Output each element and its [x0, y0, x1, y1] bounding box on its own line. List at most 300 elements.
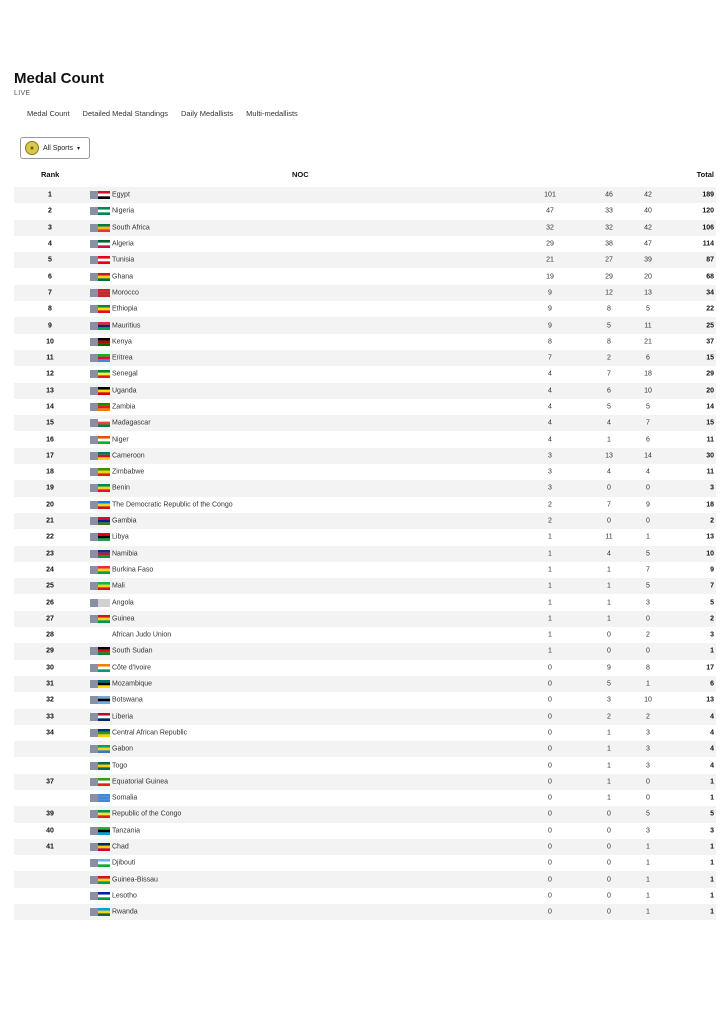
bronze-count: 0: [646, 778, 650, 786]
flag-icon: [90, 289, 110, 297]
flag-icon: [90, 908, 110, 916]
flag-icon: [90, 452, 110, 460]
table-row: [14, 725, 716, 741]
tab-multi-medallists[interactable]: Multi-medallists: [246, 109, 298, 118]
flag-icon: [90, 533, 110, 541]
noc-name[interactable]: Mozambique: [112, 680, 153, 688]
total-count: 5: [710, 810, 714, 818]
rank-cell: 29: [46, 647, 54, 655]
rank-cell: 27: [46, 615, 54, 623]
total-count: 25: [706, 322, 714, 330]
bronze-count: 1: [646, 843, 650, 851]
gold-count: 0: [548, 713, 552, 721]
table-header: [14, 170, 716, 182]
total-count: 30: [706, 452, 714, 460]
noc-name[interactable]: Djibouti: [112, 859, 136, 867]
noc-name[interactable]: Mauritius: [112, 322, 141, 330]
table-row: [14, 399, 716, 415]
silver-count: 6: [607, 387, 611, 395]
gold-count: 29: [546, 240, 554, 248]
noc-name[interactable]: Algeria: [112, 240, 134, 248]
gold-count: 0: [548, 778, 552, 786]
table-row: [14, 252, 716, 268]
flag-icon: [90, 827, 110, 835]
silver-count: 2: [607, 713, 611, 721]
flag-icon: [90, 680, 110, 688]
table-row: [14, 480, 716, 496]
flag-icon: [90, 240, 110, 248]
noc-name[interactable]: Egypt: [112, 191, 130, 199]
gold-count: 0: [548, 859, 552, 867]
total-count: 1: [710, 859, 714, 867]
rank-cell: 34: [46, 729, 54, 737]
table-row: [14, 383, 716, 399]
silver-count: 1: [607, 615, 611, 623]
flag-icon: [90, 191, 110, 199]
gold-count: 1: [548, 599, 552, 607]
silver-count: 1: [607, 762, 611, 770]
flag-icon: [90, 810, 110, 818]
noc-name[interactable]: Guinea: [112, 615, 135, 623]
bronze-count: 5: [646, 305, 650, 313]
gold-count: 101: [544, 191, 556, 199]
table-row: [14, 594, 716, 610]
noc-name[interactable]: Central African Republic: [112, 729, 188, 737]
bronze-count: 39: [644, 256, 652, 264]
silver-count: 0: [607, 908, 611, 916]
flag-icon: [90, 664, 110, 672]
noc-name[interactable]: Ethiopia: [112, 305, 138, 313]
bronze-count: 3: [646, 729, 650, 737]
flag-icon: [90, 403, 110, 411]
gold-count: 3: [548, 468, 552, 476]
table-row: [14, 839, 716, 855]
header-noc[interactable]: NOC: [292, 170, 309, 179]
table-row: [14, 187, 716, 203]
all-sports-dropdown[interactable]: [20, 137, 90, 159]
silver-count: 1: [607, 729, 611, 737]
silver-count: 4: [607, 468, 611, 476]
total-count: 17: [706, 664, 714, 672]
silver-count: 11: [605, 533, 613, 541]
gold-count: 4: [548, 436, 552, 444]
table-row: [14, 464, 716, 480]
gold-count: 3: [548, 484, 552, 492]
total-count: 1: [710, 647, 714, 655]
flag-icon: [90, 762, 110, 770]
noc-name[interactable]: South Africa: [112, 224, 150, 232]
table-row: [14, 350, 716, 366]
bronze-count: 5: [646, 582, 650, 590]
noc-name[interactable]: Kenya: [112, 338, 132, 346]
bronze-count: 42: [644, 224, 652, 232]
silver-count: 1: [607, 436, 611, 444]
flag-icon: [90, 468, 110, 476]
rank-cell: 28: [46, 631, 54, 639]
noc-name[interactable]: Benin: [112, 484, 130, 492]
flag-icon: [90, 778, 110, 786]
noc-name[interactable]: Botswana: [112, 696, 143, 704]
gold-count: 9: [548, 305, 552, 313]
rank-cell: 6: [48, 273, 52, 281]
flag-icon: [90, 566, 110, 574]
noc-name[interactable]: Gambia: [112, 517, 137, 525]
total-count: 15: [706, 419, 714, 427]
table-row: [14, 806, 716, 822]
flag-icon: [90, 517, 110, 525]
bronze-count: 13: [644, 289, 652, 297]
gold-count: 4: [548, 403, 552, 411]
bronze-count: 40: [644, 207, 652, 215]
total-count: 11: [706, 468, 714, 476]
gold-count: 0: [548, 745, 552, 753]
silver-count: 9: [607, 664, 611, 672]
gold-count: 4: [548, 370, 552, 378]
total-count: 1: [710, 778, 714, 786]
noc-name[interactable]: Guinea-Bissau: [112, 876, 158, 884]
flag-icon: [90, 305, 110, 313]
flag-icon: [90, 615, 110, 623]
table-row: [14, 660, 716, 676]
bronze-count: 1: [646, 892, 650, 900]
tab-medal-count[interactable]: Medal Count: [27, 109, 70, 118]
silver-count: 7: [607, 370, 611, 378]
gold-count: 9: [548, 289, 552, 297]
gold-count: 0: [548, 892, 552, 900]
bronze-count: 4: [646, 468, 650, 476]
silver-count: 0: [607, 876, 611, 884]
rank-cell: 11: [46, 354, 54, 362]
rank-cell: 22: [46, 533, 54, 541]
total-count: 114: [702, 240, 714, 248]
table-row: [14, 888, 716, 904]
table-row: [14, 529, 716, 545]
table-row: [14, 448, 716, 464]
gold-count: 1: [548, 582, 552, 590]
flag-icon: [90, 729, 110, 737]
gold-count: 7: [548, 354, 552, 362]
all-sports-label: All Sports: [43, 144, 73, 152]
bronze-count: 5: [646, 810, 650, 818]
noc-name[interactable]: Morocco: [112, 289, 139, 297]
table-row: [14, 823, 716, 839]
noc-name[interactable]: Equatorial Guinea: [112, 778, 169, 786]
flag-icon: [90, 338, 110, 346]
flag-icon: [90, 322, 110, 330]
bronze-count: 10: [644, 387, 652, 395]
bronze-count: 7: [646, 566, 650, 574]
noc-name[interactable]: The Democratic Republic of the Congo: [112, 501, 233, 509]
table-row: [14, 904, 716, 920]
table-row: [14, 334, 716, 350]
page-title: Medal Count: [14, 70, 104, 87]
flag-icon: [90, 859, 110, 867]
silver-count: 38: [605, 240, 613, 248]
bronze-count: 10: [644, 696, 652, 704]
gold-count: 0: [548, 680, 552, 688]
total-count: 20: [706, 387, 714, 395]
gold-count: 1: [548, 631, 552, 639]
table-row: [14, 871, 716, 887]
noc-name[interactable]: Somalia: [112, 794, 138, 802]
bronze-count: 1: [646, 876, 650, 884]
table-row: [14, 692, 716, 708]
rank-cell: 40: [46, 827, 54, 835]
gold-count: 19: [546, 273, 554, 281]
total-count: 6: [710, 680, 714, 688]
rank-cell: 25: [46, 582, 54, 590]
header-rank[interactable]: Rank: [41, 170, 60, 179]
silver-count: 0: [607, 843, 611, 851]
silver-count: 0: [607, 647, 611, 655]
flag-icon: [90, 354, 110, 362]
table-row: [14, 611, 716, 627]
bronze-count: 9: [646, 501, 650, 509]
total-count: 1: [710, 794, 714, 802]
silver-count: 7: [607, 501, 611, 509]
silver-count: 33: [605, 207, 613, 215]
gold-count: 1: [548, 615, 552, 623]
total-count: 29: [706, 370, 714, 378]
bronze-count: 47: [644, 240, 652, 248]
silver-count: 1: [607, 794, 611, 802]
noc-name[interactable]: Togo: [112, 762, 128, 770]
noc-name[interactable]: Namibia: [112, 550, 138, 558]
table-row: [14, 757, 716, 773]
flag-icon: [90, 256, 110, 264]
noc-name[interactable]: Gabon: [112, 745, 134, 753]
rank-cell: 12: [46, 370, 54, 378]
table-row: [14, 790, 716, 806]
silver-count: 1: [607, 778, 611, 786]
noc-name[interactable]: Madagascar: [112, 419, 151, 427]
rank-cell: 37: [46, 778, 54, 786]
total-count: 22: [706, 305, 714, 313]
silver-count: 3: [607, 696, 611, 704]
table-row: [14, 513, 716, 529]
noc-name[interactable]: Tunisia: [112, 256, 135, 264]
noc-name[interactable]: Chad: [112, 843, 129, 851]
flag-icon: [90, 370, 110, 378]
noc-name[interactable]: Tanzania: [112, 827, 141, 835]
bronze-count: 18: [644, 370, 652, 378]
header-total[interactable]: Total: [696, 170, 714, 179]
total-count: 9: [710, 566, 714, 574]
bronze-count: 1: [646, 533, 650, 541]
rank-cell: 7: [48, 289, 52, 297]
gold-count: 47: [546, 207, 554, 215]
bronze-count: 0: [646, 647, 650, 655]
flag-icon: [90, 224, 110, 232]
rank-cell: 18: [46, 468, 54, 476]
table-row: [14, 366, 716, 382]
rank-cell: 8: [48, 305, 52, 313]
table-row: [14, 431, 716, 447]
gold-count: 1: [548, 533, 552, 541]
gold-count: 4: [548, 387, 552, 395]
noc-name[interactable]: Côte d'Ivoire: [112, 664, 152, 672]
total-count: 4: [710, 713, 714, 721]
noc-name[interactable]: Ghana: [112, 273, 134, 281]
gold-count: 0: [548, 762, 552, 770]
total-count: 3: [710, 631, 714, 639]
rank-cell: 20: [46, 501, 54, 509]
rank-cell: 14: [46, 403, 54, 411]
noc-name[interactable]: Eritrea: [112, 354, 133, 362]
gold-count: 1: [548, 566, 552, 574]
silver-count: 5: [607, 680, 611, 688]
games-logo-icon: ●: [25, 141, 39, 155]
gold-count: 0: [548, 729, 552, 737]
flag-icon: [90, 273, 110, 281]
bronze-count: 0: [646, 794, 650, 802]
rank-cell: 10: [46, 338, 54, 346]
silver-count: 0: [607, 892, 611, 900]
silver-count: 5: [607, 403, 611, 411]
rank-cell: 9: [48, 322, 52, 330]
live-label: LIVE: [14, 90, 31, 97]
rank-cell: 16: [46, 436, 54, 444]
bronze-count: 20: [644, 273, 652, 281]
rank-cell: 2: [48, 207, 52, 215]
chevron-down-icon: ▾: [76, 145, 80, 152]
silver-count: 0: [607, 827, 611, 835]
silver-count: 46: [605, 191, 613, 199]
gold-count: 32: [546, 224, 554, 232]
noc-name[interactable]: Lesotho: [112, 892, 137, 900]
bronze-count: 8: [646, 664, 650, 672]
noc-name[interactable]: Angola: [112, 599, 134, 607]
tab-bar: [27, 109, 298, 118]
silver-count: 8: [607, 338, 611, 346]
silver-count: 0: [607, 484, 611, 492]
rank-cell: 24: [46, 566, 54, 574]
total-count: 14: [706, 403, 714, 411]
bronze-count: 0: [646, 517, 650, 525]
bronze-count: 7: [646, 419, 650, 427]
table-row: [14, 546, 716, 562]
noc-name[interactable]: Liberia: [112, 713, 134, 721]
bronze-count: 42: [644, 191, 652, 199]
flag-icon: [90, 843, 110, 851]
noc-name[interactable]: Zimbabwe: [112, 468, 145, 476]
flag-icon: [90, 436, 110, 444]
total-count: 18: [706, 501, 714, 509]
rank-cell: 31: [46, 680, 54, 688]
flag-icon: [90, 745, 110, 753]
silver-count: 4: [607, 419, 611, 427]
bronze-count: 6: [646, 354, 650, 362]
noc-name[interactable]: African Judo Union: [112, 631, 172, 639]
rank-cell: 17: [46, 452, 54, 460]
bronze-count: 5: [646, 550, 650, 558]
flag-icon: [90, 550, 110, 558]
gold-count: 0: [548, 794, 552, 802]
noc-name[interactable]: Libya: [112, 533, 129, 541]
tab-daily-medallists[interactable]: Daily Medallists: [181, 109, 234, 118]
table-row: [14, 627, 716, 643]
gold-count: 9: [548, 322, 552, 330]
noc-name[interactable]: Republic of the Congo: [112, 810, 182, 818]
rank-cell: 3: [48, 224, 52, 232]
rank-cell: 41: [46, 843, 54, 851]
flag-icon: [90, 696, 110, 704]
noc-name[interactable]: Uganda: [112, 387, 137, 395]
silver-count: 32: [605, 224, 613, 232]
rank-cell: 23: [46, 550, 54, 558]
flag-icon: [90, 876, 110, 884]
total-count: 106: [702, 224, 714, 232]
silver-count: 12: [605, 289, 613, 297]
total-count: 1: [710, 843, 714, 851]
table-row: [14, 301, 716, 317]
table-row: [14, 415, 716, 431]
flag-icon: [90, 501, 110, 509]
total-count: 4: [710, 729, 714, 737]
bronze-count: 3: [646, 745, 650, 753]
flag-icon: [90, 599, 110, 607]
bronze-count: 6: [646, 436, 650, 444]
noc-name[interactable]: Senegal: [112, 370, 138, 378]
bronze-count: 1: [646, 908, 650, 916]
total-count: 2: [710, 615, 714, 623]
silver-count: 0: [607, 810, 611, 818]
table-row: [14, 578, 716, 594]
rank-cell: 15: [46, 419, 54, 427]
noc-name[interactable]: Zambia: [112, 403, 136, 411]
total-count: 10: [706, 550, 714, 558]
noc-name[interactable]: Burkina Faso: [112, 566, 154, 574]
silver-count: 1: [607, 599, 611, 607]
table-row: [14, 285, 716, 301]
bronze-count: 21: [644, 338, 652, 346]
rank-cell: 13: [46, 387, 54, 395]
table-row: [14, 741, 716, 757]
total-count: 13: [706, 696, 714, 704]
gold-count: 2: [548, 501, 552, 509]
total-count: 5: [710, 599, 714, 607]
total-count: 68: [706, 273, 714, 281]
total-count: 13: [706, 533, 714, 541]
noc-name[interactable]: South Sudan: [112, 647, 153, 655]
noc-name[interactable]: Mali: [112, 582, 125, 590]
flag-icon: [90, 713, 110, 721]
rank-cell: 32: [46, 696, 54, 704]
total-count: 3: [710, 827, 714, 835]
noc-name[interactable]: Rwanda: [112, 908, 138, 916]
table-row: [14, 268, 716, 284]
table-row: [14, 774, 716, 790]
rank-cell: 19: [46, 484, 54, 492]
rank-cell: 26: [46, 599, 54, 607]
noc-name[interactable]: Niger: [112, 436, 129, 444]
silver-count: 29: [605, 273, 613, 281]
flag-icon: [90, 484, 110, 492]
bronze-count: 1: [646, 680, 650, 688]
tab-detailed-medal-standings[interactable]: Detailed Medal Standings: [82, 109, 169, 118]
total-count: 37: [706, 338, 714, 346]
bronze-count: 11: [644, 322, 652, 330]
noc-name[interactable]: Cameroon: [112, 452, 145, 460]
rank-cell: 33: [46, 713, 54, 721]
flag-icon: [90, 794, 110, 802]
bronze-count: 5: [646, 403, 650, 411]
noc-name[interactable]: Nigeria: [112, 207, 135, 215]
silver-count: 2: [607, 354, 611, 362]
bronze-count: 0: [646, 615, 650, 623]
total-count: 189: [702, 191, 714, 199]
rank-cell: 5: [48, 256, 52, 264]
